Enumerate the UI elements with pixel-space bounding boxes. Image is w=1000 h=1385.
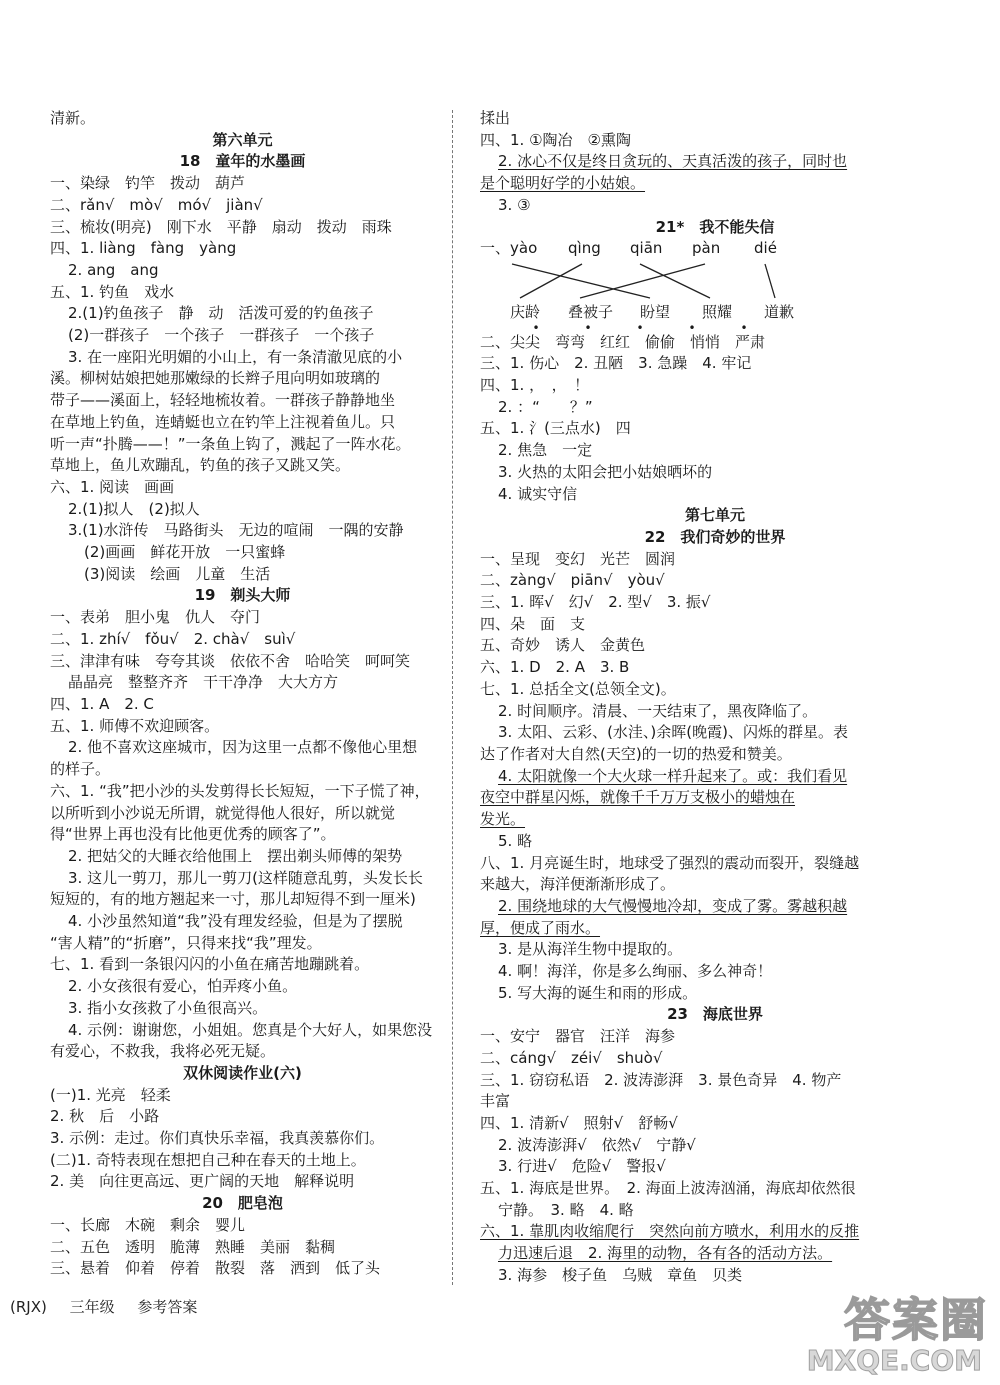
answer-line: 听一声“扑腾——！”一条鱼上钩了，溅起了一阵水花。	[50, 434, 411, 453]
right-bottom-section	[480, 332, 950, 1287]
answer-line: 五、1. 氵(三点水) 四	[480, 419, 631, 438]
answer-line: 2. 他不喜欢这座城市，因为这里一点都不像他心里想	[68, 738, 418, 757]
section-heading: 20 肥皂泡	[202, 1194, 283, 1213]
answer-line: (3)阅读 绘画 儿童 生活	[84, 564, 271, 583]
answer-line: 4. 示例：谢谢您，小姐姐。您真是个大好人，如果您没	[68, 1020, 433, 1039]
answer-line: 丰富	[480, 1092, 511, 1111]
watermark-site: MXQE.COM	[806, 1344, 982, 1377]
answer-line: 揉出	[480, 109, 511, 127]
match-line	[580, 264, 705, 298]
answer-line: 四、1. 清新√ 照射√ 舒畅√	[480, 1113, 678, 1132]
answer-line: (2)一群孩子 一个孩子 一群孩子 一个孩子	[68, 326, 375, 345]
answer-line: 五、1. 海底是世界。 2. 海面上波涛汹涌，海底却依然很	[480, 1179, 856, 1198]
answer-line: 四、1. liàng fàng yàng	[50, 239, 237, 258]
answer-line: 2. 把姑父的大睡衣给他围上 摆出剃头师傅的架势	[68, 846, 403, 865]
answer-line: 清新。	[50, 109, 96, 127]
section-heading: 双休阅读作业(六)	[183, 1063, 302, 1082]
answer-line: 三、1. 晖√ 幻√ 2. 型√ 3. 振√	[480, 593, 711, 612]
section-heading: 23 海底世界	[667, 1005, 763, 1024]
answer-line: (二)1. 奇特表现在想把自己种在春天的土地上。	[50, 1150, 366, 1169]
match-word: 叠被子	[568, 302, 614, 321]
answer-line: 五、1. 师傅不欢迎顾客。	[50, 716, 220, 735]
answer-line: 2.(1)钓鱼孩子 静 动 活泼可爱的钓鱼孩子	[68, 304, 374, 323]
watermark-logo	[788, 1284, 988, 1379]
answer-line: 一、表弟 胆小鬼 仇人 夺门	[50, 608, 261, 627]
answer-line: 2.(1)拟人 (2)拟人	[68, 499, 200, 518]
answer-line: 3. 在一座阳光明媚的小山上，有一条清澈见底的小	[68, 347, 403, 366]
answer-line: 的样子。	[50, 760, 111, 779]
section-heading: 18 童年的水墨画	[179, 152, 306, 171]
match-pinyin: qìng	[568, 239, 601, 258]
answer-line: 来越大，海洋便渐渐形成了。	[480, 875, 676, 894]
answer-line: 2. 小女孩很有爱心，怕弄疼小鱼。	[68, 977, 298, 996]
match-word: 庆龄	[510, 302, 541, 321]
answer-line: 2. 美 向往更高远、更广阔的天地 解释说明	[50, 1172, 355, 1191]
match-line	[512, 264, 650, 298]
answer-line: 四、1. ①陶冶 ②熏陶	[480, 130, 631, 149]
answer-line: 2. ang ang	[68, 260, 159, 279]
answer-line: 一、安宁 器官 汪洋 海参	[480, 1027, 676, 1046]
answer-line: 一、呈现 变幻 光芒 圆润	[480, 549, 676, 568]
answer-line: 溪。柳树姑娘把她那嫩绿的长辫子甩向明如玻璃的	[50, 369, 381, 388]
right-column	[480, 108, 950, 1287]
answer-line: 3. 行进√ 危险√ 警报√	[498, 1157, 666, 1176]
answer-line: 2. 时间顺序。清晨、一天结束了，黑夜降临了。	[498, 701, 818, 720]
answer-line: 以所听到小沙说无所谓，就觉得他人很好，所以就觉	[50, 803, 396, 822]
answer-line: 得“世界上再也没有比他更优秀的顾客了”。	[50, 825, 336, 844]
answer-line: 2. 焦急 一定	[498, 441, 593, 460]
answer-line: 七、1. 看到一条银闪闪的小鱼在痛苦地蹦跳着。	[50, 955, 370, 974]
match-line	[640, 264, 710, 298]
footer-label: 参考答案	[137, 1298, 198, 1316]
answer-line: 五、奇妙 诱人 金黄色	[480, 636, 646, 655]
answer-line: 4. 诚实守信	[498, 484, 578, 503]
answer-line: 2. 秋 后 小路	[50, 1107, 160, 1126]
footer-grade: 三年级	[69, 1298, 115, 1316]
answer-line: 带子——溪面上，轻轻地梳妆着。一群孩子静静地坐	[50, 391, 396, 410]
right-top-section	[480, 108, 950, 238]
matching-exercise	[480, 238, 950, 335]
answer-line: 五、1. 钓鱼 戏水	[50, 282, 175, 301]
matching-prefix: 一、	[480, 239, 511, 258]
answer-line: 有爱心，不救我，我将必死无疑。	[50, 1042, 276, 1061]
section-heading: 21* 我不能失信	[655, 217, 775, 236]
answer-line: 在草地上钓鱼，连蜻蜓也立在钓竿上注视着鱼儿。只	[50, 412, 396, 431]
answer-line: 三、悬着 仰着 停着 散裂 落 洒到 低了头	[50, 1259, 381, 1278]
match-pinyin: yào	[510, 239, 538, 258]
answer-line: 三、津津有味 夸夸其谈 依依不舍 哈哈笑 呵呵笑	[50, 651, 411, 670]
answer-line: 3. 示例：走过。你们真快乐幸福，我真羡慕你们。	[50, 1129, 385, 1148]
answer-line: 四、朵 面 支	[480, 614, 586, 633]
section-heading: 第七单元	[684, 506, 745, 525]
emphasis-dot: •	[532, 320, 540, 335]
answer-line: 3. 这儿一剪刀，那儿一剪刀(这样随意乱剪，头发长长	[68, 868, 423, 887]
answer-line: 力迅速后退 2. 海里的动物，各有各的活动方法。	[498, 1244, 833, 1263]
matching-lines	[500, 260, 800, 302]
answer-line: 3. 指小女孩救了小鱼很高兴。	[68, 998, 268, 1017]
answer-line: 2. ：“ ？”	[498, 397, 593, 416]
footer-code: (RJX)	[10, 1298, 47, 1316]
answer-line: (一)1. 光亮 轻柔	[50, 1085, 171, 1104]
column-divider	[452, 110, 453, 1285]
matching-words-row	[480, 302, 950, 324]
answer-line: 发光。	[480, 810, 526, 829]
answer-line: 八、1. 月亮诞生时，地球受了强烈的震动而裂开，裂缝越	[480, 853, 860, 872]
page-footer	[10, 1296, 215, 1317]
answer-line: 3. 是从海洋生物中提取的。	[498, 940, 683, 959]
match-line	[520, 264, 582, 298]
answer-line: 4. 小沙虽然知道“我”没有理发经验，但是为了摆脱	[68, 912, 403, 931]
answer-line: 草地上，鱼儿欢蹦乱，钓鱼的孩子又跳又笑。	[50, 456, 351, 475]
answer-line: 5. 略	[498, 831, 533, 850]
match-word: 道歉	[764, 302, 795, 321]
answer-line: 六、1. 靠肌肉收缩爬行 突然向前方喷水，利用水的反推	[480, 1222, 860, 1241]
answer-line: 4. 啊！海洋，你是多么绚丽、多么神奇！	[498, 962, 773, 981]
left-column	[50, 108, 435, 1280]
answer-line: 三、1. 窃窃私语 2. 波涛澎湃 3. 景色奇异 4. 物产	[480, 1070, 842, 1089]
answer-line: 六、1. “我”把小沙的头发剪得长长短短，一下子慌了神，	[50, 781, 430, 800]
answer-line: 四、1. A 2. C	[50, 694, 154, 713]
emphasis-dot: •	[584, 320, 592, 335]
answer-line: 3.(1)水浒传 马路街头 无边的喧闹 一隅的安静	[68, 521, 404, 540]
answer-line: 七、1. 总括全文(总领全文)。	[480, 679, 676, 698]
answer-line: 是个聪明好学的小姑娘。	[480, 174, 646, 193]
answer-line: 二、zàng√ piān√ yòu√	[480, 571, 665, 590]
section-heading: 22 我们奇妙的世界	[644, 527, 786, 546]
answer-line: 六、1. 阅读 画画	[50, 477, 175, 496]
answer-line: 3. 火热的太阳会把小姑娘晒坏的	[498, 462, 713, 481]
match-word: 盼望	[640, 302, 671, 321]
answer-line: 二、cáng√ zéi√ shuò√	[480, 1048, 663, 1067]
matching-pinyin-row	[480, 238, 950, 260]
answer-line: 5. 写大海的诞生和雨的形成。	[498, 983, 698, 1002]
section-heading: 19 剃头大师	[194, 586, 291, 605]
answer-line: 夜空中群星闪烁，就像千千万万支极小的蜡烛在	[480, 788, 796, 807]
emphasis-dot: •	[688, 320, 696, 335]
answer-line: 2. 围绕地球的大气慢慢地冷却，变成了雾。雾越积越	[498, 896, 848, 915]
answer-line: 二、五色 透明 脆薄 熟睡 美丽 黏稠	[50, 1237, 336, 1256]
answer-line: 二、rǎn√ mò√ mó√ jiàn√	[50, 195, 263, 214]
answer-line: 四、1. ， ， ！	[480, 376, 590, 395]
answer-line: 六、1. D 2. A 3. B	[480, 658, 630, 677]
match-pinyin: qiān	[630, 239, 663, 258]
answer-line: 二、尖尖 弯弯 红红 偷偷 悄悄 严肃	[480, 332, 766, 351]
answer-line: 3. 海参 梭子鱼 乌贼 章鱼 贝类	[498, 1265, 743, 1284]
answer-line: 3. 太阳、云彩、(水洼、)余晖(晚霞)、闪烁的群星。表	[498, 723, 848, 742]
answer-line: 三、梳妆(明亮) 刚下水 平静 扇动 拨动 雨珠	[50, 217, 392, 236]
answer-line: (2)画画 鲜花开放 一只蜜蜂	[84, 543, 286, 562]
match-line	[765, 264, 775, 298]
answer-line: 三、1. 伤心 2. 丑陋 3. 急躁 4. 牢记	[480, 354, 752, 373]
answer-line: 2. 波涛澎湃√ 依然√ 宁静√	[498, 1135, 696, 1154]
answer-line: 2. 冰心不仅是终日贪玩的、天真活泼的孩子，同时也	[498, 152, 848, 171]
answer-line: 达了作者对大自然(天空)的一切的热爱和赞美。	[480, 744, 792, 763]
answer-line: 宁静。 3. 略 4. 略	[498, 1200, 634, 1219]
match-pinyin: dié	[754, 239, 777, 258]
answer-line: 3. ③	[498, 195, 531, 214]
watermark-logo-text: 答案圈	[844, 1293, 988, 1347]
section-heading: 第六单元	[212, 130, 273, 149]
answer-line: “害人精”的“折磨”，只得来找“我”理发。	[50, 933, 322, 952]
answer-line: 二、1. zhí√ fǒu√ 2. chà√ suì√	[50, 629, 296, 648]
emphasis-dots-row	[480, 320, 770, 335]
answer-line: 厚，便成了雨水。	[480, 918, 601, 937]
match-word: 照耀	[702, 302, 733, 321]
answer-line: 晶晶亮 整整齐齐 干干净净 大大方方	[68, 673, 339, 692]
emphasis-dot: •	[740, 320, 748, 335]
emphasis-dot: •	[636, 320, 644, 335]
answer-line: 短短的，有的地方翘起来一寸，那儿却短得不到一厘米)	[50, 890, 416, 909]
match-pinyin: pàn	[692, 239, 721, 258]
answer-line: 一、长廊 木碗 剩余 婴儿	[50, 1215, 246, 1234]
answer-line: 4. 太阳就像一个大火球一样升起来了。或：我们看见	[498, 766, 848, 785]
answer-line: 一、染绿 钓竿 拨动 葫芦	[50, 174, 246, 193]
